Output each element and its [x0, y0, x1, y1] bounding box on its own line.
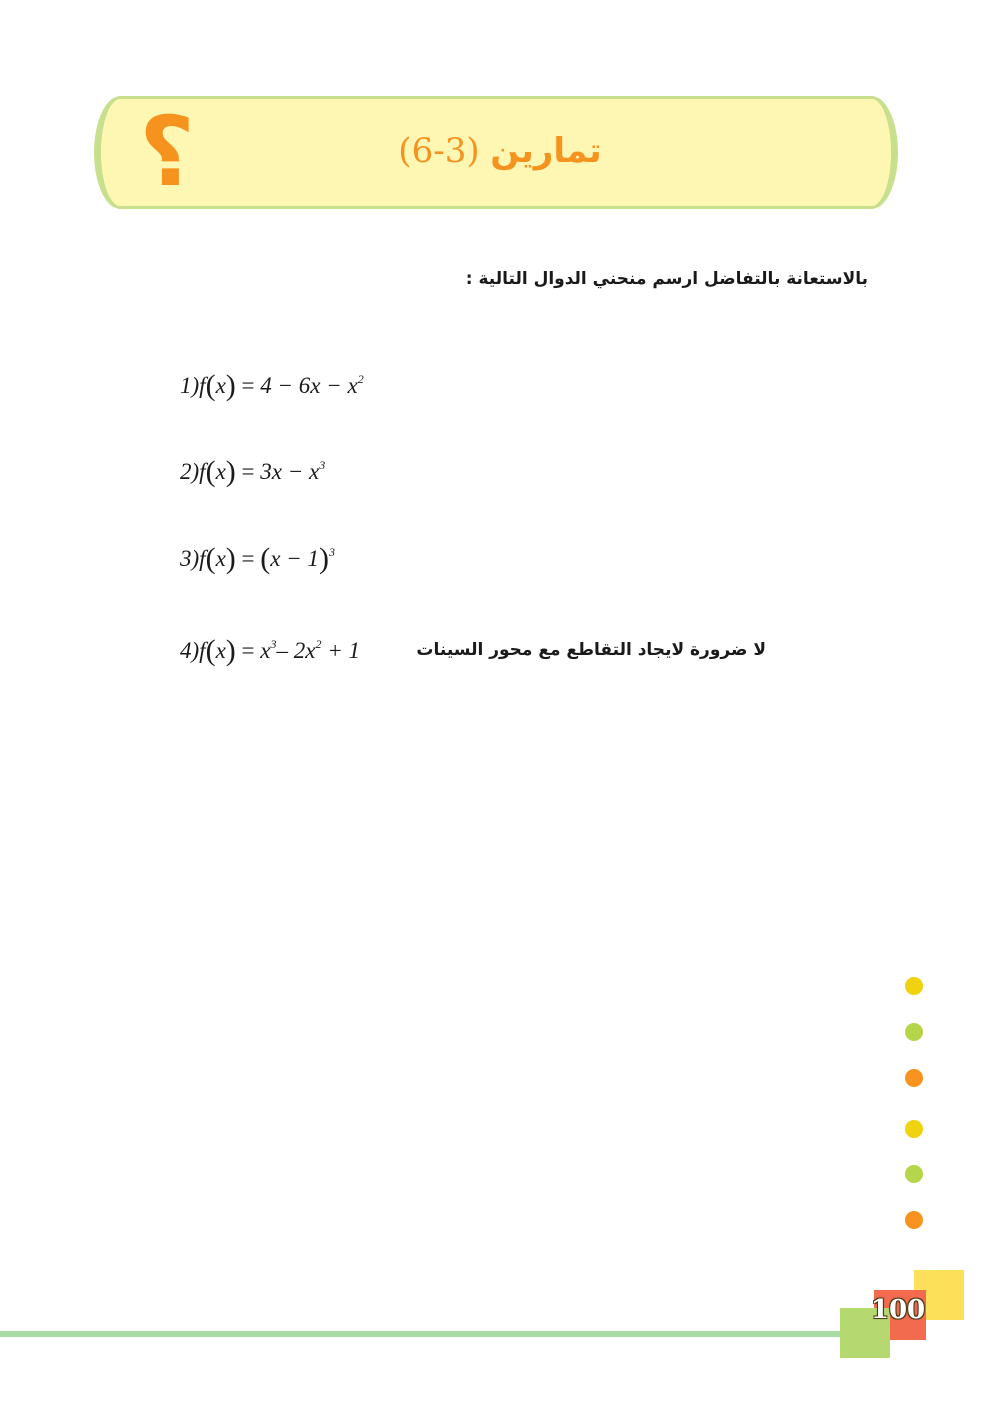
exercise-4-note: لا ضرورة لايجاد التقاطع مع محور السينات — [416, 640, 766, 660]
instruction-text: بالاستعانة بالتفاضل ارسم منحني الدوال التالية : — [465, 269, 868, 289]
function-name: f — [199, 546, 206, 571]
function-body: 4 − 6x − x — [260, 373, 358, 398]
footer-bar — [0, 1331, 868, 1337]
exercise-4: $4)f(x) = x^3-$ $2x^2 + 1$ — [180, 634, 360, 667]
decorative-dot-green — [905, 1023, 923, 1041]
function-body: 3x − x — [260, 459, 320, 484]
exercise-label: 3) — [180, 546, 200, 571]
function-term-b: – 2x — [276, 638, 316, 663]
question-mark-icon: ؟ — [139, 96, 195, 208]
section-title — [300, 126, 700, 176]
decorative-dot-orange — [905, 1211, 923, 1229]
exercise-1: $1)f(x) = 4 - 6x - x^2$ — [180, 369, 364, 402]
function-body: x − 1 — [270, 546, 319, 571]
exponent: 2 — [315, 637, 322, 651]
exercise-label: 4) — [180, 638, 200, 663]
section-title-number: (3-6) — [398, 131, 480, 171]
exercise-label: 2) — [180, 459, 200, 484]
section-title-text: تمارين — [490, 131, 602, 171]
page-number: 100 — [870, 1295, 926, 1325]
function-name: f — [199, 459, 206, 484]
function-variable: x — [215, 373, 226, 398]
function-term-c: + 1 — [321, 638, 360, 663]
decorative-dot-yellow — [905, 977, 923, 995]
function-name: f — [199, 373, 206, 398]
decorative-dot-yellow — [905, 1120, 923, 1138]
function-name: f — [199, 638, 206, 663]
exponent: 3 — [329, 545, 335, 559]
exponent: 3 — [319, 458, 326, 472]
exponent: 3 — [270, 637, 277, 651]
function-variable: x — [215, 459, 226, 484]
function-variable: x — [215, 546, 226, 571]
exercise-label: 1) — [180, 373, 200, 398]
exercise-3: $3)f(x) = (x - 1)^3$ — [180, 542, 335, 575]
decorative-dot-green — [905, 1165, 923, 1183]
function-term-a: x — [260, 638, 271, 663]
function-variable: x — [215, 638, 226, 663]
exponent: 2 — [357, 372, 364, 386]
decorative-dot-orange — [905, 1069, 923, 1087]
exercise-2: $2)f(x) = 3x - x^3$ — [180, 455, 326, 488]
